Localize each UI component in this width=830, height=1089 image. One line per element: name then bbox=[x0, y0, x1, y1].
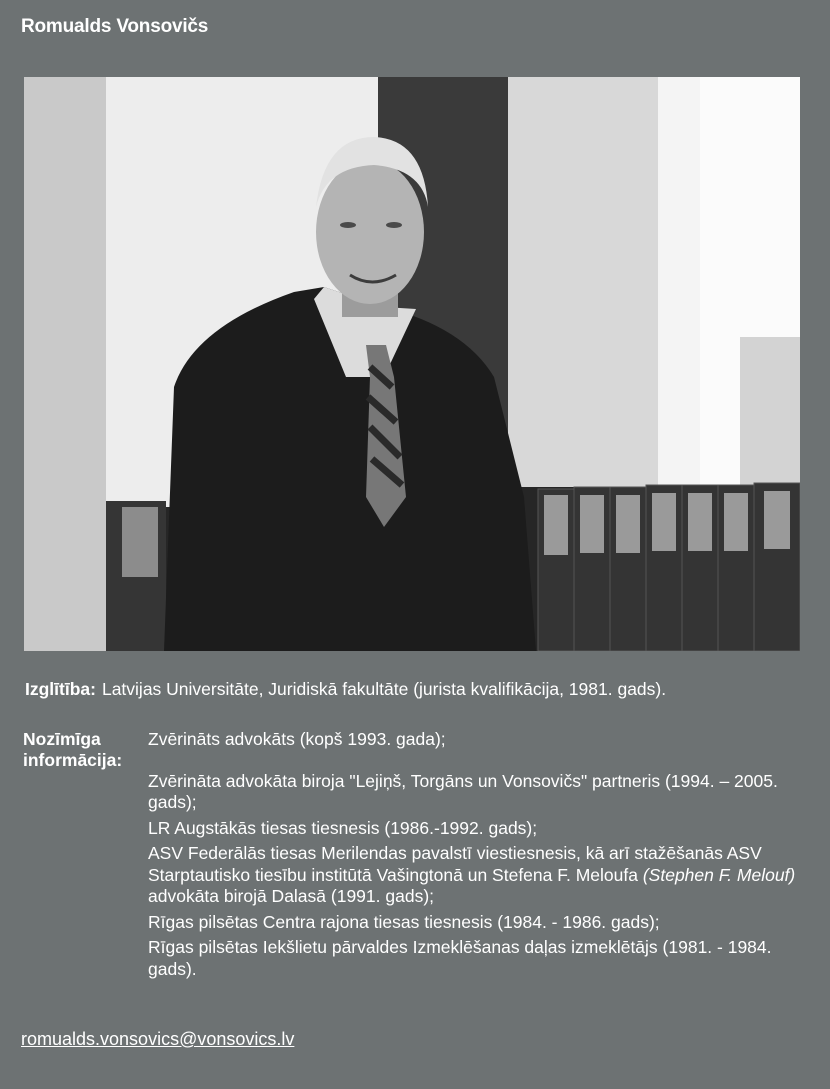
info-item: Zvērināta advokāta biroja "Lejiņš, Torgāns un Vonsovičs" partneris (1994. – 2005. gads); bbox=[148, 770, 778, 812]
portrait-illustration bbox=[24, 77, 800, 651]
portrait-photo bbox=[24, 77, 800, 651]
page-title: Romualds Vonsovičs bbox=[21, 16, 209, 37]
info-label-line2: informācija: bbox=[23, 750, 123, 770]
info-list bbox=[148, 729, 808, 984]
info-item: Zvērināts advokāts (kopš 1993. gada); bbox=[148, 729, 446, 749]
education-row bbox=[25, 679, 666, 700]
info-label-line1: Nozīmīga bbox=[23, 729, 101, 749]
info-item-text: advokāta birojā Dalasā (1991. gads); bbox=[148, 886, 435, 906]
education-value: Latvijas Universitāte, Juridiskā fakultāte (jurista kvalifikācija, 1981. gads). bbox=[101, 679, 667, 699]
info-item-text: ASV Federālās tiesas Merilendas pavalstī viestiesnesis, kā arī stažēšanās ASV Starptautisko tiesību institūtā Vašingtonā un Stefena F. Meloufa bbox=[148, 843, 762, 885]
info-item: LR Augstākās tiesas tiesnesis (1986.-1992. gads); bbox=[148, 817, 538, 838]
education-label: Izglītība: bbox=[25, 679, 96, 699]
info-item bbox=[148, 843, 808, 908]
info-item: Rīgas pilsētas Centra rajona tiesas tiesnesis (1984. - 1986. gads); bbox=[148, 911, 660, 932]
info-label bbox=[23, 729, 122, 771]
info-item-italic: (Stephen F. Melouf) bbox=[642, 864, 796, 885]
info-item: Rīgas pilsētas Iekšlietu pārvaldes Izmeklēšanas daļas izmeklētājs (1981. - 1984. gads). bbox=[148, 937, 772, 979]
email-link[interactable]: romualds.vonsovics@vonsovics.lv bbox=[21, 1029, 295, 1049]
